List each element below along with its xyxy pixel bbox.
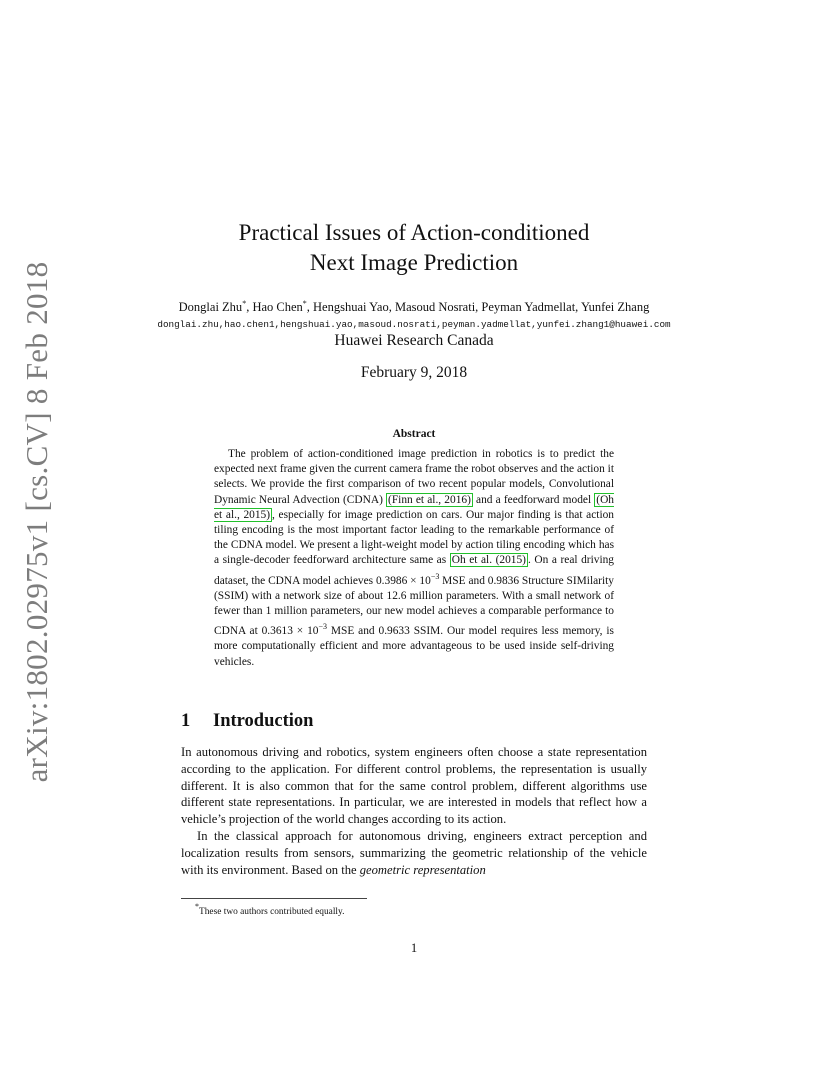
author-2: Hao Chen [252,300,303,314]
abstract-text: The problem of action-conditioned image prediction in robotics is to predict the expected next frame given the current camera frame the robot observes and the action it selects. We provide the first comparison of two recent popular models, Convolutional Dynamic Neural Advection (CDNA) [214,448,614,506]
author-emails: donglai.zhu,hao.chen1,hengshuai.yao,masoud.nosrati,peyman.yadmellat,yunfei.zhang1@huawei.com [157,319,671,330]
abstract-heading: Abstract [392,428,436,440]
footnote-text: These two authors contributed equally. [199,907,345,917]
title-line-2: Next Image Prediction [309,250,519,275]
page-number: 1 [410,941,418,955]
section-number: 1 [181,711,191,731]
intro-paragraph-1: In autonomous driving and robotics, system engineers often choose a state representation according to the application. For different control problems, the representation is usually different. It is also common that for the same control problem, different algorithms use different state representations. In particular, we are interested in models that reflect how a vehicle’s projection of the world changes according to its action. [181,745,647,827]
abstract-body [214,447,614,670]
emphasized-text: geometric representation [359,862,486,877]
author-list: Donglai Zhu*, Hao Chen*, Hengshuai Yao, Masoud Nosrati, Peyman Yadmellat, Yunfei Zhang [178,299,650,314]
author-1: Donglai Zhu [178,300,243,314]
equal-contribution-mark: * [302,299,307,308]
abstract-text: and a feedforward model [472,493,595,506]
introduction-body [181,744,647,878]
paper-date: February 9, 2018 [360,364,468,381]
title-line-1: Practical Issues of Action-conditioned [238,220,590,245]
section-heading [181,709,313,733]
citation-link[interactable]: (Finn et al., 2016) [388,493,471,506]
abstract-text: . On a real driving dataset, the CDNA model achieves 0.3986 × 10 [214,554,614,587]
citation-link[interactable]: Oh et al. (2015) [451,554,526,567]
affiliation: Huawei Research Canada [334,332,494,349]
arxiv-stamp-text: arXiv:1802.02975v1 [cs.CV] 8 Feb 2018 [19,261,54,783]
exponent: −3 [430,571,440,581]
abstract-text: MSE and 0.9633 SSIM. Our model requires less memory, is more computationally efficient and more advantageous to be used inside self-driving vehicles. [214,625,614,668]
footnote-mark: * [195,902,199,911]
arxiv-stamp [12,261,62,783]
abstract-text: MSE and 0.9836 Structure SIMilarity (SSIM) with a network size of about 12.6 million parameters. With a small network of fewer than 1 million parameters, our new model achieves a comparable performance to CDNA at 0.3613 × 10 [214,574,614,638]
footnote [195,901,344,918]
paper-title [160,218,668,278]
citation-link[interactable]: (Oh et al., 2015) [214,493,614,521]
exponent: −3 [318,622,328,632]
equal-contribution-mark: * [242,299,247,308]
abstract-text: , especially for image prediction on cars. Our major finding is that action tiling encoding is the most important factor leading to the remarkable performance of the CDNA model. We present a light-weight model by action tiling encoding which has a single-decoder feedforward architecture same as [214,508,615,567]
section-title: Introduction [213,711,314,731]
other-authors: Hengshuai Yao, Masoud Nosrati, Peyman Yadmellat, Yunfei Zhang [313,300,650,314]
paragraph-text: In the classical approach for autonomous driving, engineers extract perception and localization results from sensors, summarizing the geometric relationship of the vehicle with its environment. Based on the [181,828,647,877]
intro-paragraph-2 [181,828,647,878]
footnote-rule [181,898,367,899]
